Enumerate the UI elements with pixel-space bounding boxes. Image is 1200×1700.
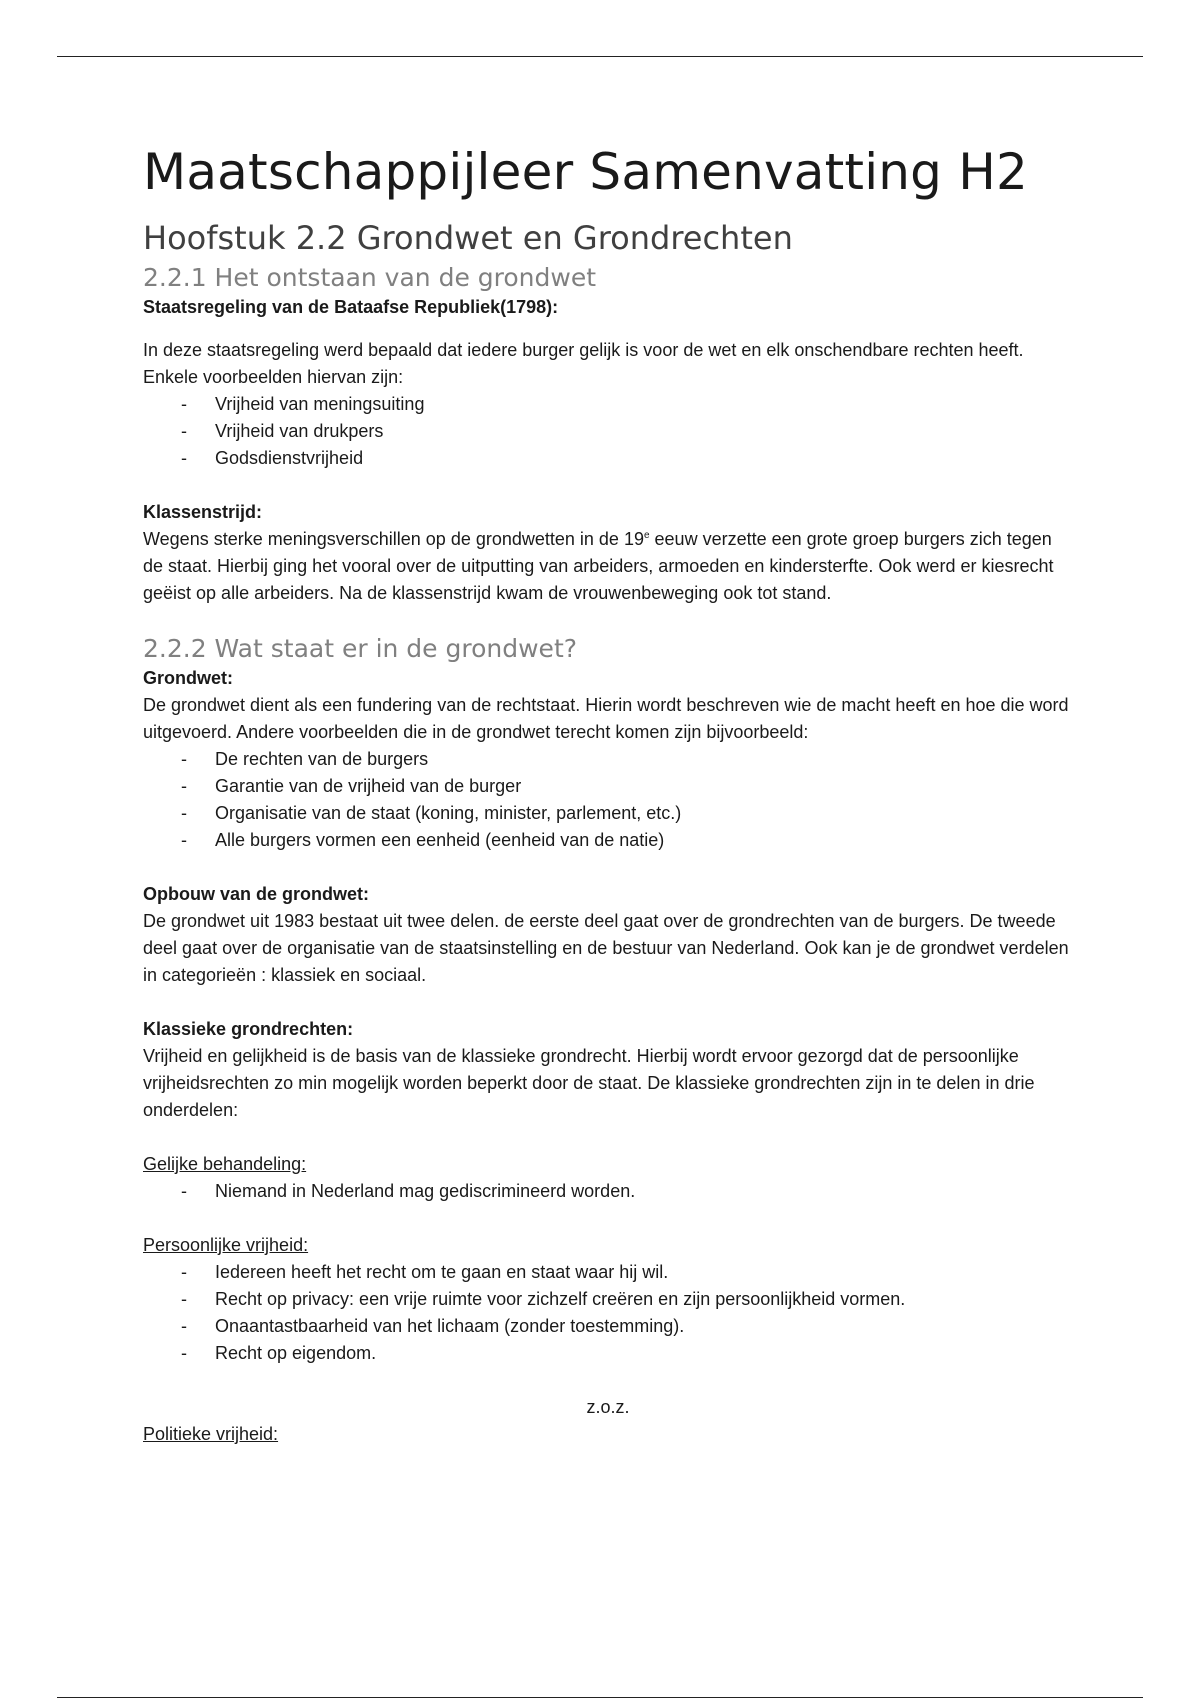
chapter-heading: Hoofstuk 2.2 Grondwet en Grondrechten <box>143 219 793 257</box>
zoz-note: z.o.z. <box>586 1397 630 1417</box>
header-rule <box>57 56 1143 57</box>
list-item: - Godsdienstvrijheid <box>143 445 1073 472</box>
opbouw-text: De grondwet uit 1983 bestaat uit twee delen. de eerste deel gaat over de grondrechten van de burgers. De tweede deel gaat over de organisatie van de staatsinstelling en de bestuur van Nederland. Ook kan je de grondwet verdelen in categorieën : klassiek en sociaal. <box>143 911 1069 985</box>
klassiek-text: Vrijheid en gelijkheid is de basis van de klassieke grondrecht. Hierbij wordt ervoor gezorgd dat de persoonlijke vrijheidsrechten zo min mogelijk worden beperkt door de staat. De klassieke grondrechten zijn in te delen in drie onderdelen: <box>143 1046 1035 1120</box>
list-item: - Alle burgers vormen een eenheid (eenheid van de natie) <box>143 827 1073 854</box>
staatsregeling-list <box>143 391 1073 472</box>
list-item: - Recht op eigendom. <box>143 1340 1073 1367</box>
section-body-2-2-1 <box>143 294 1073 607</box>
grondwet-text: De grondwet dient als een fundering van de rechtstaat. Hierin wordt beschreven wie de macht heeft en hoe die word uitgevoerd. Andere voorbeelden die in de grondwet terecht komen zijn bijvoorbeeld: <box>143 695 1069 742</box>
list-item: - Organisatie van de staat (koning, minister, parlement, etc.) <box>143 800 1073 827</box>
grondwet-label: Grondwet: <box>143 668 233 688</box>
staatsregeling-label: Staatsregeling van de Bataafse Republiek(1798): <box>143 297 559 317</box>
document-page <box>143 140 1073 1448</box>
grondwet-list <box>143 746 1073 854</box>
list-item: - Vrijheid van meningsuiting <box>143 391 1073 418</box>
opbouw-label: Opbouw van de grondwet: <box>143 884 369 904</box>
list-item: - Vrijheid van drukpers <box>143 418 1073 445</box>
persoonlijk-label: Persoonlijke vrijheid: <box>143 1235 309 1255</box>
list-item: - Recht op privacy: een vrije ruimte voor zichzelf creëren en zijn persoonlijkheid vormen. <box>143 1286 1073 1313</box>
list-item: - Iedereen heeft het recht om te gaan en staat waar hij wil. <box>143 1259 1073 1286</box>
politiek-label: Politieke vrijheid: <box>143 1424 279 1444</box>
staatsregeling-text: In deze staatsregeling werd bepaald dat iedere burger gelijk is voor de wet en elk onschendbare rechten heeft. <box>143 340 1024 360</box>
klassenstrijd-label: Klassenstrijd: <box>143 502 263 522</box>
list-item: - De rechten van de burgers <box>143 746 1073 773</box>
footer-rule <box>57 1697 1143 1698</box>
section-body-2-2-2 <box>143 665 1073 1448</box>
section-heading-2-2-2: 2.2.2 Wat staat er in de grondwet? <box>143 634 578 663</box>
list-item: - Garantie van de vrijheid van de burger <box>143 773 1073 800</box>
klassiek-label: Klassieke grondrechten: <box>143 1019 354 1039</box>
gelijke-label: Gelijke behandeling: <box>143 1154 307 1174</box>
section-heading-2-2-1: 2.2.1 Het ontstaan van de grondwet <box>143 263 597 292</box>
list-item: - Onaantastbaarheid van het lichaam (zonder toestemming). <box>143 1313 1073 1340</box>
klassenstrijd-text: Wegens sterke meningsverschillen op de grondwetten in de 19e eeuw verzette een grote groep burgers zich tegen de staat. Hierbij ging het vooral over de uitputting van arbeiders, armoeden en kindersterfte. Ook werd er kiesrecht geëist op alle arbeiders. Na de klassenstrijd kwam de vrouwenbeweging ook tot stand. <box>143 529 1054 603</box>
persoonlijk-list <box>143 1259 1073 1367</box>
document-title: Maatschappijleer Samenvatting H2 <box>143 143 1029 201</box>
list-item: - Niemand in Nederland mag gediscrimineerd worden. <box>143 1178 1073 1205</box>
gelijke-list <box>143 1178 1073 1205</box>
staatsregeling-intro: Enkele voorbeelden hiervan zijn: <box>143 367 404 387</box>
